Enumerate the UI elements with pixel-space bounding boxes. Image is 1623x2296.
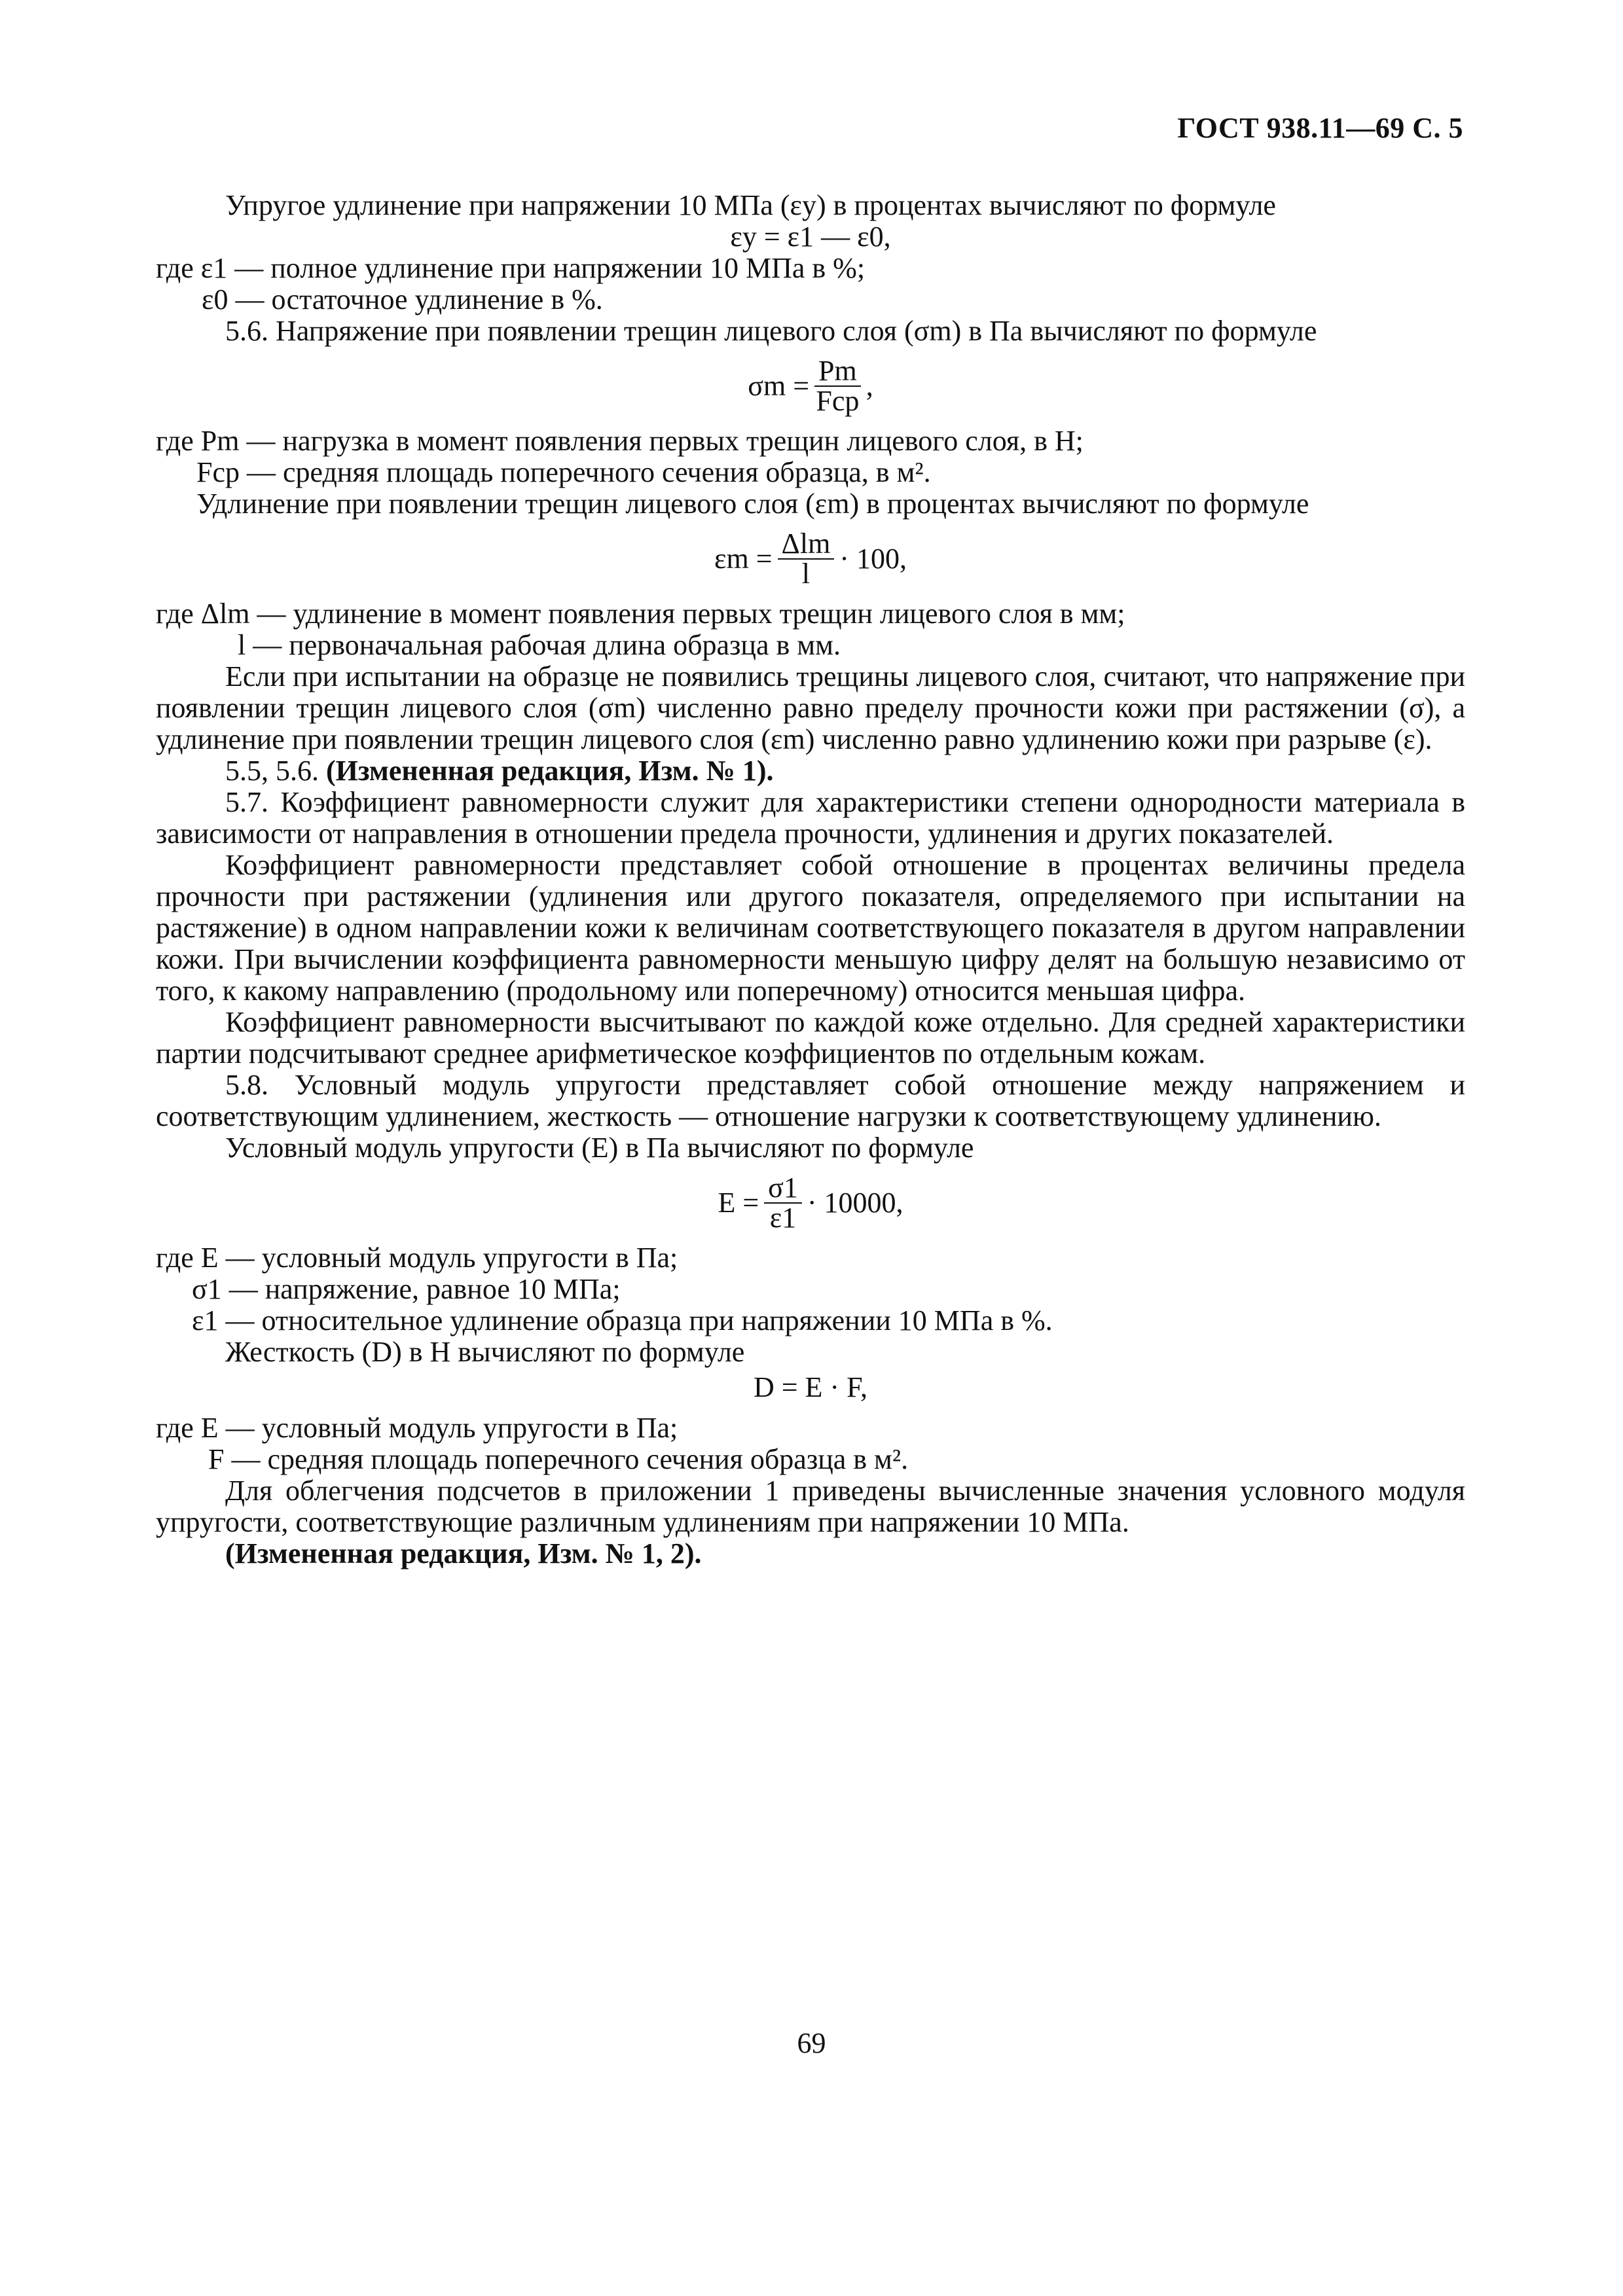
text-line: Жесткость (D) в Н вычисляют по формуле [225, 1336, 745, 1368]
amendment-note [156, 755, 1465, 787]
equation [156, 520, 1465, 598]
fraction-denominator: ε1 [769, 1202, 797, 1234]
page-number: 69 [797, 2027, 826, 2059]
equation [156, 347, 1465, 425]
paragraph: Коэффициент равномерности высчитывают по каждой коже отдельно. Для средней характеристики партии подсчитывают среднее арифметическое коэффициентов по отдельным кожам. [156, 1006, 1465, 1069]
fraction-numerator: Δlm [778, 529, 835, 560]
text-line: σ1 — напряжение, равное 10 МПа; [192, 1273, 621, 1305]
equation-tail: , [866, 370, 873, 402]
equation: εу = ε1 — ε0, [730, 221, 891, 253]
section-5-8: 5.8. Условный модуль упругости представляет собой отношение между напряжением и соответствующим удлинением, жесткость — отношение нагрузки к соответствующему удлинению. [156, 1069, 1465, 1132]
text-line: где ε1 — полное удлинение при напряжении 10 МПа в %; [156, 252, 866, 284]
document-body [156, 190, 1465, 1570]
text-line: где Pm — нагрузка в момент появления первых трещин лицевого слоя, в Н; [156, 425, 1084, 457]
equation [156, 1164, 1465, 1242]
fraction-numerator: Pm [814, 357, 861, 387]
paragraph: Для облегчения подсчетов в приложении 1 приведены вычисленные значения условного модуля упругости, соответствующие различным удлинениям при напряжении 10 МПа. [156, 1475, 1465, 1538]
equation-left: σm = [748, 370, 810, 402]
fraction-denominator: Fср [816, 385, 860, 417]
equation-tail: · 100, [839, 543, 907, 575]
paragraph: Если при испытании на образце не появились трещины лицевого слоя, считают, что напряжение при появлении трещин лицевого слоя (σm) численно равно пределу прочности кожи при растяжении (σ), а удлинение при появлении трещин лицевого слоя (εm) численно равно удлинению кожи при разрыве (ε). [156, 660, 1465, 755]
fraction [764, 1174, 802, 1232]
equation-left: E = [718, 1187, 759, 1219]
amendment-prefix: 5.5, 5.6. [225, 755, 319, 787]
text-line: где E — условный модуль упругости в Па; [156, 1412, 678, 1444]
page-header: ГОСТ 938.11—69 С. 5 [1177, 112, 1463, 144]
text-line: ε1 — относительное удлинение образца при напряжении 10 МПа в %. [192, 1304, 1053, 1336]
section-5-7: 5.7. Коэффициент равномерности служит для характеристики степени однородности материала в зависимости от направления в отношении предела прочности, удлинения и других показателей. [156, 786, 1465, 850]
section-5-6: 5.6. Напряжение при появлении трещин лицевого слоя (σm) в Па вычисляют по формуле [225, 315, 1317, 347]
text-line: l — первоначальная рабочая длина образца в мм. [238, 629, 841, 661]
text-line: где E — условный модуль упругости в Па; [156, 1242, 678, 1274]
text-line: Условный модуль упругости (E) в Па вычисляют по формуле [225, 1132, 974, 1164]
fraction [778, 529, 835, 588]
equation-left: εm = [714, 543, 773, 575]
text-line: Упругое удлинение при напряжении 10 МПа (εу) в процентах вычисляют по формуле [225, 189, 1276, 221]
text-line: Удлинение при появлении трещин лицевого слоя (εm) в процентах вычисляют по формуле [196, 488, 1309, 520]
amendment-bold: (Измененная редакция, Изм. № 1). [326, 755, 774, 787]
paragraph: Коэффициент равномерности представляет собой отношение в процентах величины предела прочности при растяжении (удлинения или другого показателя, определяемого при испытании на растяжение) в одном направлении кожи к величинам соответствующего показателя в другом направлении кожи. При вычислении коэффициента равномерности меньшую цифру делят на большую независимо от того, к какому направлению (продольному или поперечному) относится меньшая цифра. [156, 849, 1465, 1007]
fraction [814, 357, 861, 416]
text-line: ε0 — остаточное удлинение в %. [202, 283, 603, 315]
text-line: Fср — средняя площадь поперечного сечения образца, в м². [196, 456, 931, 488]
fraction-numerator: σ1 [764, 1174, 802, 1204]
equation: D = E · F, [753, 1371, 868, 1403]
equation-tail: · 10000, [807, 1187, 903, 1219]
text-line: где Δlm — удлинение в момент появления первых трещин лицевого слоя в мм; [156, 598, 1125, 630]
text-line: F — средняя площадь поперечного сечения образца в м². [208, 1443, 909, 1475]
amendment-note: (Измененная редакция, Изм. № 1, 2). [225, 1537, 702, 1570]
fraction-denominator: l [801, 558, 811, 590]
